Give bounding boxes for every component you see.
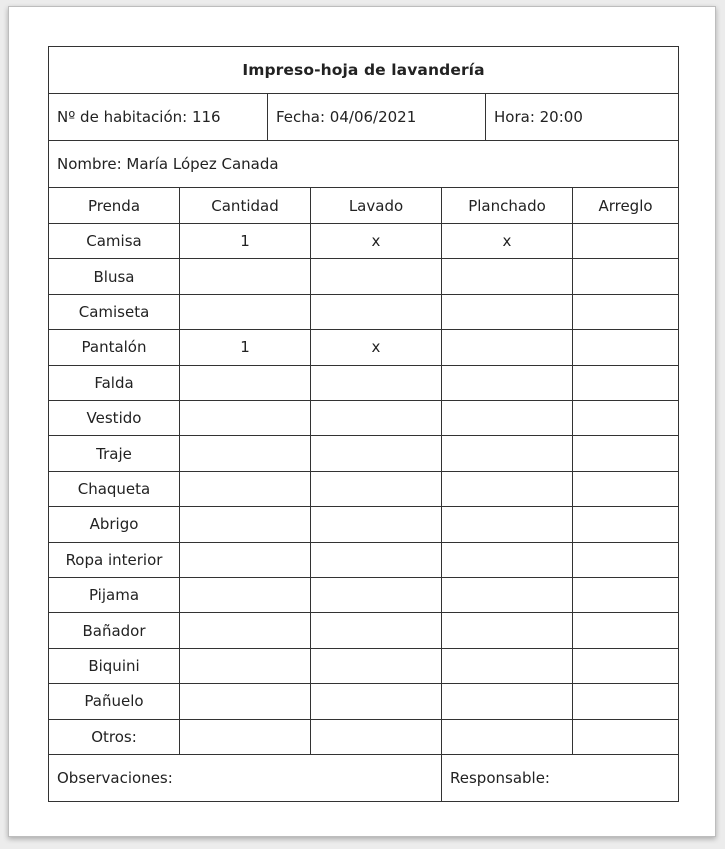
table-row (49, 436, 678, 471)
repair-cell[interactable] (573, 295, 678, 329)
garment-label: Pañuelo (49, 684, 180, 718)
title-row (49, 47, 678, 94)
repair-cell[interactable] (573, 720, 678, 754)
time-field[interactable]: Hora: 20:00 (494, 108, 583, 126)
table-row (49, 259, 678, 294)
table-row (49, 684, 678, 719)
quantity-cell[interactable] (180, 649, 311, 683)
quantity-cell[interactable] (180, 613, 311, 647)
garment-label: Bañador (49, 613, 180, 647)
washed-cell[interactable] (311, 401, 442, 435)
quantity-cell[interactable] (180, 366, 311, 400)
washed-cell[interactable] (311, 543, 442, 577)
ironed-cell[interactable] (442, 543, 573, 577)
repair-cell[interactable] (573, 224, 678, 258)
repair-cell[interactable] (573, 472, 678, 506)
washed-cell[interactable] (311, 259, 442, 293)
repair-cell[interactable] (573, 578, 678, 612)
ironed-cell[interactable]: x (442, 224, 573, 258)
garment-label: Pijama (49, 578, 180, 612)
footer-row (49, 755, 678, 801)
garment-label: Vestido (49, 401, 180, 435)
repair-cell[interactable] (573, 507, 678, 541)
quantity-cell[interactable] (180, 259, 311, 293)
table-row (49, 401, 678, 436)
repair-cell[interactable] (573, 436, 678, 470)
quantity-cell[interactable] (180, 401, 311, 435)
washed-cell[interactable]: x (311, 330, 442, 364)
ironed-cell[interactable] (442, 684, 573, 718)
column-header-ironed: Planchado (442, 188, 573, 223)
ironed-cell[interactable] (442, 507, 573, 541)
ironed-cell[interactable] (442, 649, 573, 683)
ironed-cell[interactable] (442, 720, 573, 754)
responsible-field[interactable]: Responsable: (450, 769, 550, 787)
ironed-cell[interactable] (442, 436, 573, 470)
garment-label: Falda (49, 366, 180, 400)
column-header-garment: Prenda (49, 188, 180, 223)
garment-label: Camisa (49, 224, 180, 258)
ironed-cell[interactable] (442, 330, 573, 364)
washed-cell[interactable] (311, 684, 442, 718)
repair-cell[interactable] (573, 613, 678, 647)
info-row (49, 94, 678, 141)
garment-label: Otros: (49, 720, 180, 754)
washed-cell[interactable] (311, 720, 442, 754)
quantity-cell[interactable] (180, 507, 311, 541)
quantity-cell[interactable] (180, 720, 311, 754)
ironed-cell[interactable] (442, 295, 573, 329)
ironed-cell[interactable] (442, 401, 573, 435)
observations-field[interactable]: Observaciones: (49, 755, 442, 801)
table-row (49, 649, 678, 684)
washed-cell[interactable] (311, 472, 442, 506)
garment-label: Traje (49, 436, 180, 470)
washed-cell[interactable]: x (311, 224, 442, 258)
washed-cell[interactable] (311, 613, 442, 647)
table-row (49, 295, 678, 330)
quantity-cell[interactable] (180, 436, 311, 470)
garment-label: Pantalón (49, 330, 180, 364)
table-row (49, 543, 678, 578)
laundry-form (48, 46, 679, 802)
room-number-field[interactable]: Nº de habitación: 116 (49, 94, 268, 140)
ironed-cell[interactable] (442, 259, 573, 293)
garment-label: Biquini (49, 649, 180, 683)
washed-cell[interactable] (311, 295, 442, 329)
garment-label: Ropa interior (49, 543, 180, 577)
garment-label: Chaqueta (49, 472, 180, 506)
ironed-cell[interactable] (442, 613, 573, 647)
form-title: Impreso-hoja de lavandería (242, 61, 485, 79)
column-header-repair: Arreglo (598, 196, 653, 215)
name-row (49, 141, 678, 188)
garment-label: Blusa (49, 259, 180, 293)
repair-cell[interactable] (573, 649, 678, 683)
table-row (49, 578, 678, 613)
washed-cell[interactable] (311, 649, 442, 683)
ironed-cell[interactable] (442, 578, 573, 612)
quantity-cell[interactable]: 1 (180, 330, 311, 364)
table-header-row (49, 188, 678, 224)
quantity-cell[interactable] (180, 578, 311, 612)
washed-cell[interactable] (311, 507, 442, 541)
table-row (49, 613, 678, 648)
column-header-quantity: Cantidad (180, 188, 311, 223)
repair-cell[interactable] (573, 401, 678, 435)
washed-cell[interactable] (311, 436, 442, 470)
column-header-washed: Lavado (311, 188, 442, 223)
repair-cell[interactable] (573, 259, 678, 293)
table-row (49, 720, 678, 755)
garment-label: Abrigo (49, 507, 180, 541)
ironed-cell[interactable] (442, 472, 573, 506)
guest-name-field[interactable]: Nombre: María López Canada (57, 155, 279, 173)
quantity-cell[interactable] (180, 684, 311, 718)
quantity-cell[interactable]: 1 (180, 224, 311, 258)
ironed-cell[interactable] (442, 366, 573, 400)
repair-cell[interactable] (573, 543, 678, 577)
table-row (49, 472, 678, 507)
quantity-cell[interactable] (180, 543, 311, 577)
washed-cell[interactable] (311, 366, 442, 400)
table-row (49, 507, 678, 542)
table-row (49, 224, 678, 259)
repair-cell[interactable] (573, 330, 678, 364)
date-field[interactable]: Fecha: 04/06/2021 (268, 94, 486, 140)
table-row (49, 330, 678, 365)
quantity-cell[interactable] (180, 472, 311, 506)
garment-label: Camiseta (49, 295, 180, 329)
quantity-cell[interactable] (180, 295, 311, 329)
repair-cell[interactable] (573, 684, 678, 718)
washed-cell[interactable] (311, 578, 442, 612)
laundry-sheet (8, 6, 716, 837)
table-row (49, 366, 678, 401)
repair-cell[interactable] (573, 366, 678, 400)
